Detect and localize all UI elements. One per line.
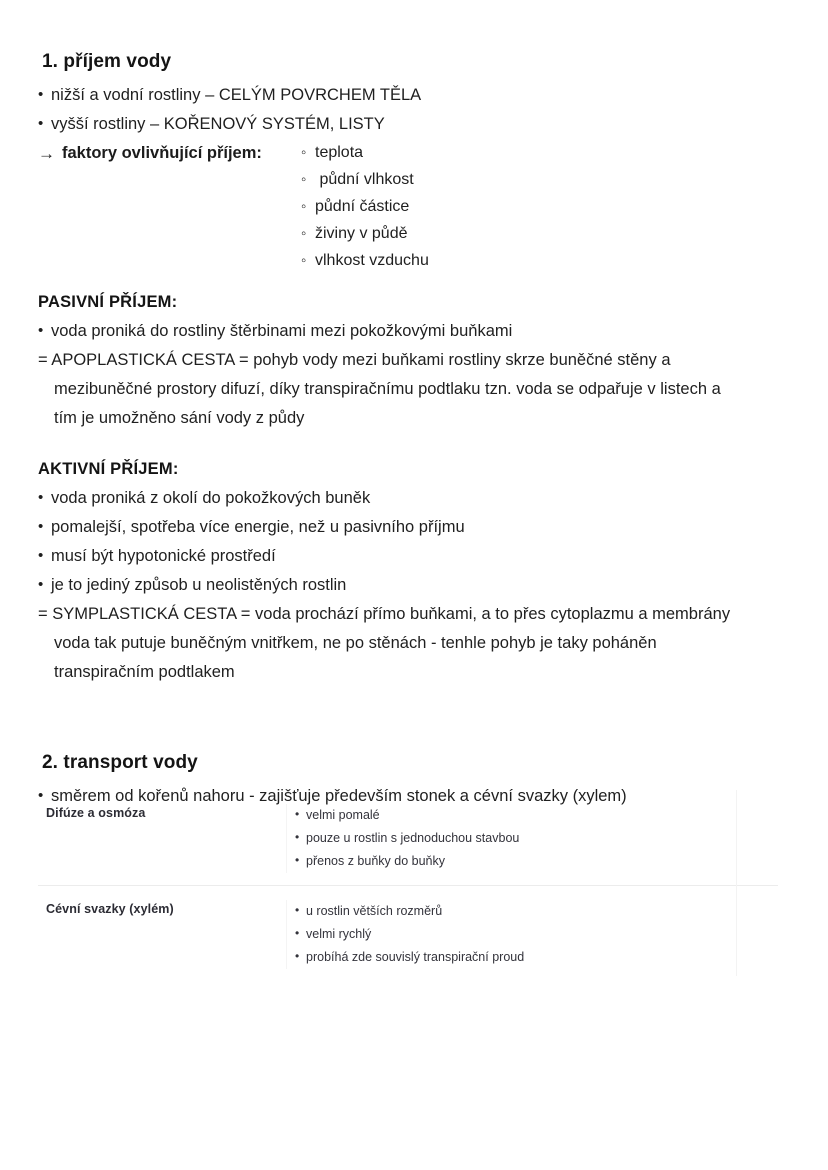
table-cell-details: [286, 804, 778, 873]
list-item: ◦ půdní částice: [301, 193, 601, 220]
row-label: Cévní svazky (xylém): [46, 902, 174, 916]
list-item: • probíhá zde souvislý transpirační proud: [295, 946, 778, 969]
list-item: ◦ vlhkost vzduchu: [301, 247, 601, 274]
row-label: Difúze a osmóza: [46, 806, 146, 820]
spacer: [38, 687, 788, 731]
list-item: • voda proniká z okolí do pokožkových buněk: [38, 484, 788, 513]
transport-comparison-table: [38, 790, 778, 981]
list-item: ◦ živiny v půdě: [301, 220, 601, 247]
factors-label: faktory ovlivňující příjem:: [62, 144, 262, 162]
spacer: [38, 433, 788, 455]
apoplastic-definition: [38, 346, 788, 433]
symplastic-definition: [38, 600, 788, 687]
list-item: • nižší a vodní rostliny – CELÝM POVRCHEM TĚLA: [38, 81, 788, 110]
table-cell-label: [38, 804, 286, 822]
list-item: • velmi rychlý: [295, 923, 778, 946]
definition-line: = SYMPLASTICKÁ CESTA = voda prochází přímo buňkami, a to přes cytoplazmu a membrány: [38, 605, 731, 623]
spacer: [38, 274, 788, 288]
table-row: [38, 790, 778, 885]
list-item: • u rostlin větších rozměrů: [295, 900, 778, 923]
arrow-right-icon: →: [38, 144, 55, 163]
active-heading: AKTIVNÍ PŘÍJEM:: [38, 460, 179, 478]
passive-heading: PASIVNÍ PŘÍJEM:: [38, 293, 178, 311]
list-item: • voda proniká do rostliny štěrbinami mezi pokožkovými buňkami: [38, 317, 788, 346]
section-1-heading: 1. příjem vody: [42, 51, 172, 72]
definition-line: mezibuněčné prostory difuzí, díky transpiračnímu podtlaku tzn. voda se odpařuje v listech a: [54, 380, 721, 398]
section-2-heading: 2. transport vody: [42, 752, 198, 773]
list-item: • přenos z buňky do buňky: [295, 850, 778, 873]
list-item: • směrem od kořenů nahoru - zajišťuje především stonek a cévní svazky (xylem): [38, 782, 788, 811]
definition-line: voda tak putuje buněčným vnitřkem, ne po stěnách - tenhle pohyb je taky poháněn: [54, 634, 657, 652]
list-item: ◦ teplota: [301, 139, 601, 166]
definition-line: transpiračním podtlakem: [54, 663, 235, 681]
definition-line: = APOPLASTICKÁ CESTA = pohyb vody mezi buňkami rostliny skrze buněčné stěny a: [38, 351, 671, 369]
definition-line: tím je umožněno sání vody z půdy: [54, 409, 305, 427]
list-item: ◦ půdní vlhkost: [301, 166, 601, 193]
list-item: • je to jediný způsob u neolistěných rostlin: [38, 571, 788, 600]
list-item: • pouze u rostlin s jednoduchou stavbou: [295, 827, 778, 850]
list-item: • pomalejší, spotřeba více energie, než u pasivního příjmu: [38, 513, 788, 542]
list-item: • vyšší rostliny – KOŘENOVÝ SYSTÉM, LISTY: [38, 110, 788, 139]
table-cell-label: [38, 900, 286, 918]
factors-list: [301, 139, 601, 274]
spacer: [38, 731, 788, 753]
table-row: [38, 885, 778, 981]
table-right-rule: [736, 790, 737, 976]
list-item: • musí být hypotonické prostředí: [38, 542, 788, 571]
table-cell-details: [286, 900, 778, 969]
list-item: • velmi pomalé: [295, 804, 778, 827]
